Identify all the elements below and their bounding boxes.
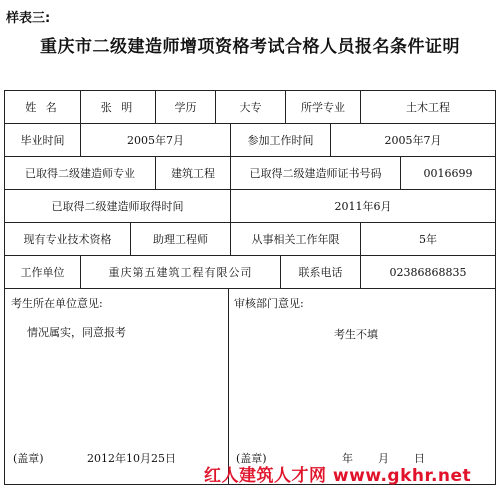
qualification-value: 助理工程师: [153, 233, 208, 246]
unit-seal-label: (盖章): [13, 452, 44, 465]
obtained-major-value: 建筑工程: [171, 167, 215, 180]
obtained-major-label: 已取得二级建造师专业: [25, 167, 135, 180]
qualification-label: 现有专业技术资格: [23, 233, 112, 246]
employer-label: 工作单位: [20, 266, 65, 279]
review-seal-label: (盖章): [236, 452, 267, 465]
name-label: 姓 名: [25, 101, 60, 114]
education-value: 大专: [239, 101, 262, 114]
name-value: 张 明: [100, 101, 136, 114]
phone-label: 联系电话: [298, 266, 343, 279]
major-value: 土木工程: [406, 101, 450, 114]
employer-value: 重庆第五建筑工程有限公司: [108, 266, 253, 279]
review-opinion-text: 考生不填: [334, 328, 378, 341]
unit-opinion-text: 情况属实，同意报考: [27, 326, 126, 339]
work-years-value: 5年: [419, 233, 437, 246]
unit-opinion-title: 考生所在单位意见:: [11, 297, 103, 310]
review-date-year: 年: [342, 452, 353, 465]
major-label: 所学专业: [301, 101, 345, 114]
work-start-label: 参加工作时间: [247, 134, 314, 147]
graduation-time-value: 2005年7月: [127, 134, 184, 147]
phone-value: 02386868835: [389, 265, 467, 279]
obtained-time-value: 2011年6月: [334, 200, 392, 213]
review-opinion-title: 审核部门意见:: [234, 297, 304, 310]
work-years-label: 从事相关工作年限: [251, 233, 340, 246]
site-watermark: 红人建筑人才网 www.gkhr.net: [204, 466, 472, 486]
review-date-month: 月: [378, 452, 389, 465]
education-label: 学历: [174, 101, 197, 114]
document-title: 重庆市二级建造师增项资格考试合格人员报名条件证明: [40, 37, 460, 57]
review-date-day: 日: [414, 452, 425, 465]
unit-opinion-date: 2012年10月25日: [87, 452, 176, 465]
obtained-time-label: 已取得二级建造师取得时间: [51, 200, 184, 213]
sample-label: 样表三:: [6, 11, 51, 26]
graduation-time-label: 毕业时间: [20, 134, 65, 147]
work-start-value: 2005年7月: [384, 134, 442, 147]
cert-number-label: 已取得二级建造师证书号码: [249, 167, 382, 180]
cert-number-value: 0016699: [423, 166, 473, 180]
